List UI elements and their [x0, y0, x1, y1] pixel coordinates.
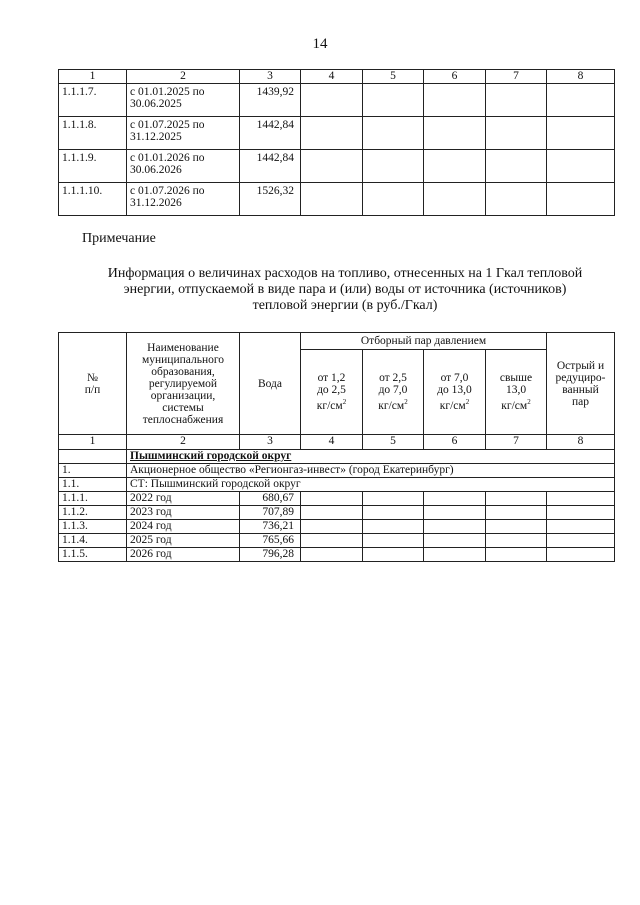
empty-cell — [301, 506, 363, 520]
header-name-line: системы — [162, 401, 204, 414]
empty-cell — [363, 84, 424, 117]
header-no-sign: № — [87, 371, 98, 384]
empty-cell — [424, 183, 486, 216]
value-cell: 796,28 — [240, 548, 301, 562]
empty-cell — [363, 492, 424, 506]
col-number: 4 — [301, 70, 363, 84]
column-number-row — [59, 70, 615, 84]
empty-cell — [486, 117, 547, 150]
empty-cell — [486, 520, 547, 534]
period-cell — [127, 183, 240, 216]
col-number: 3 — [240, 70, 301, 84]
value-cell: 707,89 — [240, 506, 301, 520]
empty-cell — [424, 506, 486, 520]
empty-cell — [363, 506, 424, 520]
empty-cell — [363, 548, 424, 562]
empty-cell — [486, 492, 547, 506]
pressure-line: до 7,0 — [378, 384, 408, 397]
tariff-table-continued — [58, 69, 615, 216]
col-number: 1 — [59, 70, 127, 84]
empty-cell — [424, 84, 486, 117]
period-start: с 01.01.2025 по — [130, 86, 205, 98]
row-number: 1.1.1. — [59, 492, 127, 506]
unit-superscript: 2 — [527, 398, 531, 407]
row-number: 1.1.1.8. — [59, 117, 127, 150]
col-number: 8 — [547, 70, 615, 84]
empty-cell — [486, 506, 547, 520]
header-name-line: муниципального — [141, 353, 225, 366]
row-number: 1.1.1.10. — [59, 183, 127, 216]
empty-cell — [424, 548, 486, 562]
empty-cell — [301, 548, 363, 562]
empty-cell — [547, 183, 615, 216]
fuel-cost-table — [58, 332, 615, 562]
col-number: 1 — [59, 435, 127, 450]
row-number: 1.1.5. — [59, 548, 127, 562]
period-end: 30.06.2025 — [130, 98, 182, 110]
col-number: 2 — [127, 435, 240, 450]
period-start: с 01.07.2026 по — [130, 185, 205, 197]
page-number: 14 — [312, 36, 328, 52]
header-name-line: регулируемой — [148, 377, 218, 390]
value-cell: 680,67 — [240, 492, 301, 506]
value-cell: 1526,32 — [240, 183, 301, 216]
pressure-line: 13,0 — [505, 384, 527, 397]
row-number: 1.1.1.9. — [59, 150, 127, 183]
info-line: Информация о величинах расходов на топливо, отнесенных на 1 Гкал тепловой — [107, 266, 583, 281]
pressure-line: от 2,5 — [379, 372, 407, 385]
header-pressure-2 — [363, 350, 424, 435]
pressure-line: от 7,0 — [440, 372, 469, 385]
empty-cell — [424, 520, 486, 534]
header-pressure-3 — [424, 350, 486, 435]
empty-cell — [363, 183, 424, 216]
header-steam-group: Отборный пар давлением — [301, 333, 547, 350]
header-row — [59, 333, 615, 350]
empty-cell — [424, 150, 486, 183]
table-row — [59, 84, 615, 117]
col-number: 7 — [486, 70, 547, 84]
empty-cell — [301, 150, 363, 183]
unit-superscript: 2 — [465, 398, 470, 407]
system-row — [59, 478, 615, 492]
row-number: 1.1.3. — [59, 520, 127, 534]
empty-cell — [547, 534, 615, 548]
col-number: 6 — [424, 70, 486, 84]
pressure-unit: кг/см — [439, 399, 466, 412]
pressure-line: от 1,2 — [317, 372, 346, 385]
table-row — [59, 117, 615, 150]
table-row — [59, 520, 615, 534]
col-number: 3 — [240, 435, 301, 450]
header-acute-steam — [547, 333, 615, 435]
empty-cell — [547, 520, 615, 534]
empty-cell — [486, 548, 547, 562]
empty-cell — [301, 117, 363, 150]
header-acute-line: пар — [571, 395, 589, 408]
unit-superscript: 2 — [404, 398, 408, 407]
col-number: 6 — [424, 435, 486, 450]
info-line: тепловой энергии (в руб./Гкал) — [252, 298, 438, 313]
period-end: 31.12.2026 — [130, 197, 182, 209]
col-number: 2 — [127, 70, 240, 84]
empty-cell — [547, 117, 615, 150]
header-acute-line: редуциро- — [555, 371, 606, 384]
region-row — [59, 450, 615, 464]
row-number: 1.1.1.7. — [59, 84, 127, 117]
empty-cell — [547, 84, 615, 117]
pressure-unit: кг/см — [316, 399, 343, 412]
header-pressure-4 — [486, 350, 547, 435]
pressure-unit: кг/см — [378, 399, 405, 412]
period-end: 30.06.2026 — [130, 164, 182, 176]
org-row — [59, 464, 615, 478]
column-number-row — [59, 435, 615, 450]
year-cell: 2026 год — [127, 548, 240, 562]
empty-cell — [424, 117, 486, 150]
empty-cell — [486, 150, 547, 183]
empty-cell — [547, 548, 615, 562]
empty-cell — [547, 492, 615, 506]
header-water: Вода — [240, 333, 301, 435]
col-number: 4 — [301, 435, 363, 450]
year-cell: 2022 год — [127, 492, 240, 506]
empty-cell — [301, 84, 363, 117]
system-name: СТ: Пышминский городской округ — [127, 478, 615, 492]
header-acute-line: Острый и — [556, 359, 605, 372]
empty-cell — [424, 492, 486, 506]
header-name-line: образования, — [151, 365, 215, 378]
empty-cell — [486, 84, 547, 117]
value-cell: 1442,84 — [240, 150, 301, 183]
header-name — [127, 333, 240, 435]
header-name-line: теплоснабжения — [142, 413, 224, 426]
empty-cell — [301, 183, 363, 216]
period-start: с 01.01.2026 по — [130, 152, 205, 164]
pressure-line: до 2,5 — [317, 384, 346, 397]
table-row — [59, 506, 615, 520]
region-name: Пышминский городской округ — [127, 450, 615, 464]
value-cell: 765,66 — [240, 534, 301, 548]
period-cell — [127, 117, 240, 150]
col-number: 7 — [486, 435, 547, 450]
empty-cell — [301, 534, 363, 548]
empty-cell — [547, 150, 615, 183]
year-cell: 2025 год — [127, 534, 240, 548]
pressure-unit: кг/см — [501, 399, 528, 412]
table-row — [59, 492, 615, 506]
header-name-line: Наименование — [147, 341, 219, 354]
info-heading — [70, 266, 620, 314]
year-cell: 2024 год — [127, 520, 240, 534]
empty-cell — [363, 150, 424, 183]
row-number: 1.1. — [59, 478, 127, 492]
value-cell: 736,21 — [240, 520, 301, 534]
empty-cell — [301, 520, 363, 534]
empty-cell — [363, 520, 424, 534]
row-number: 1.1.4. — [59, 534, 127, 548]
unit-superscript: 2 — [342, 398, 347, 407]
period-start: с 01.07.2025 по — [130, 119, 205, 131]
empty-cell — [301, 492, 363, 506]
header-acute-line: ванный — [562, 383, 599, 396]
table-row — [59, 534, 615, 548]
col-number: 5 — [363, 435, 424, 450]
col-number: 8 — [547, 435, 615, 450]
empty-cell — [363, 117, 424, 150]
header-no-abbr: п/п — [84, 383, 101, 396]
pressure-line: свыше — [499, 372, 533, 385]
org-name: Акционерное общество «Регионгаз-инвест» (город Екатеринбург) — [127, 464, 615, 478]
col-number: 5 — [363, 70, 424, 84]
empty-cell — [486, 534, 547, 548]
empty-cell — [486, 183, 547, 216]
note-heading: Примечание — [82, 231, 156, 246]
value-cell: 1439,92 — [240, 84, 301, 117]
empty-cell — [424, 534, 486, 548]
period-end: 31.12.2025 — [130, 131, 182, 143]
header-pressure-1 — [301, 350, 363, 435]
value-cell: 1442,84 — [240, 117, 301, 150]
table-row — [59, 548, 615, 562]
year-cell: 2023 год — [127, 506, 240, 520]
header-name-line: организации, — [150, 389, 216, 402]
table-row — [59, 183, 615, 216]
period-cell — [127, 150, 240, 183]
empty-cell — [59, 450, 127, 464]
header-no — [59, 333, 127, 435]
row-number: 1. — [59, 464, 127, 478]
row-number: 1.1.2. — [59, 506, 127, 520]
pressure-line: до 13,0 — [437, 384, 472, 397]
empty-cell — [547, 506, 615, 520]
info-line: энергии, отпускаемой в виде пара и (или) воды от источника (источников) — [123, 282, 567, 297]
period-cell — [127, 84, 240, 117]
table-row — [59, 150, 615, 183]
empty-cell — [363, 534, 424, 548]
